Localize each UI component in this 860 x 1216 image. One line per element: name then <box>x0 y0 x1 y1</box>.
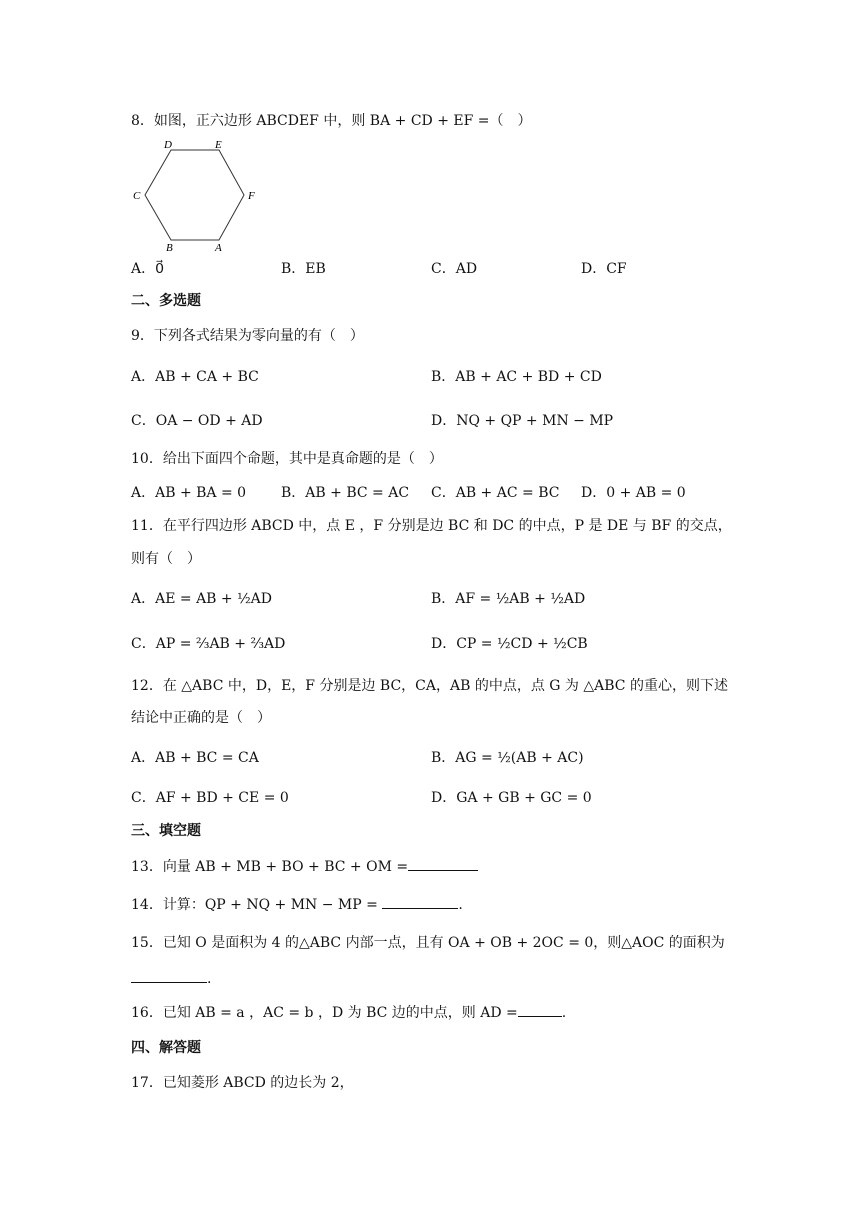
regular-hexagon-figure <box>131 138 261 253</box>
q12-option-a: A．AB + BC = CA <box>131 750 259 766</box>
section-heading-multiple-choice: 二、多选题 <box>131 293 201 309</box>
question-11-stem-line1: 11．在平行四边形 ABCD 中，点 E ，F 分别是边 BC 和 DC 的中点，P 是 DE 与 BF 的交点， <box>131 518 732 534</box>
answer-blank-15[interactable] <box>131 968 207 983</box>
question-12-stem-line1: 12．在 △ABC 中，D，E，F 分别是边 BC，CA，AB 的中点，点 G 为 △ABC 的重心，则下述 <box>131 678 728 694</box>
question-8-stem: 8．如图，正六边形 ABCDEF 中，则 BA + CD + EF =（ ） <box>131 113 532 129</box>
answer-blank-14[interactable] <box>382 894 458 909</box>
question-10-stem: 10．给出下面四个命题，其中是真命题的是（ ） <box>131 451 443 467</box>
q10-option-a: A．AB + BA = 0 <box>131 485 247 501</box>
q12-option-b: B．AG = ½(AB + AC) <box>431 750 584 766</box>
question-12-stem-line2: 结论中正确的是（ ） <box>131 710 271 726</box>
question-13-text: 13．向量 AB + MB + BO + BC + OM = <box>131 859 409 875</box>
q9-option-b: B．AB + AC + BD + CD <box>431 369 602 385</box>
q12-option-c: C．AF + BD + CE = 0 <box>131 790 289 806</box>
q10-option-b: B．AB + BC = AC <box>281 485 410 501</box>
question-13 <box>131 856 478 878</box>
q10-option-d: D．0 + AB = 0 <box>581 485 686 501</box>
q8-option-c: C．AD <box>431 261 478 277</box>
vertex-label-c: C <box>133 190 141 202</box>
vertex-label-a: A <box>215 242 222 253</box>
question-15-end: . <box>207 971 212 987</box>
section-heading-fill-in: 三、填空题 <box>131 823 201 839</box>
question-11-stem-line2: 则有（ ） <box>131 551 201 567</box>
q8-option-d: D．CF <box>581 261 627 277</box>
answer-blank-13[interactable] <box>408 856 478 871</box>
q11-option-d: D．CP = ½CD + ½CB <box>431 636 588 652</box>
question-15-line2 <box>131 968 211 990</box>
q11-option-c: C．AP = ⅔AB + ⅔AD <box>131 636 286 652</box>
section-heading-solutions: 四、解答题 <box>131 1040 201 1056</box>
vertex-label-f: F <box>248 190 255 202</box>
answer-blank-16[interactable] <box>518 1002 562 1017</box>
question-14-text: 14．计算：QP + NQ + MN − MP = <box>131 897 378 913</box>
vertex-label-d: D <box>164 139 172 151</box>
q9-option-c: C．OA − OD + AD <box>131 413 263 429</box>
vertex-label-b: B <box>166 242 173 253</box>
q9-option-a: A．AB + CA + BC <box>131 369 259 385</box>
q11-option-a: A．AE = AB + ½AD <box>131 591 273 607</box>
q11-option-b: B．AF = ½AB + ½AD <box>431 591 586 607</box>
question-16-text: 16．已知 AB = a ，AC = b ，D 为 BC 边的中点，则 AD = <box>131 1005 518 1021</box>
question-9-stem: 9．下列各式结果为零向量的有（ ） <box>131 328 364 344</box>
q8-option-b: B．EB <box>281 261 326 277</box>
q8-option-a: A．0⃗ <box>131 261 165 277</box>
q12-option-d: D．GA + GB + GC = 0 <box>431 790 592 806</box>
question-16: 16．已知 AB = a ，AC = b ，D 为 BC 边的中点，则 AD = . <box>131 1002 566 1024</box>
q10-option-c: C．AB + AC = BC <box>431 485 560 501</box>
question-14: 14．计算：QP + NQ + MN − MP = . <box>131 894 463 916</box>
question-17-stem: 17．已知菱形 ABCD 的边长为 2， <box>131 1075 354 1091</box>
q9-option-d: D．NQ + QP + MN − MP <box>431 413 614 429</box>
question-15-line1: 15．已知 O 是面积为 4 的△ABC 内部一点，且有 OA + OB + 2OC = 0，则△AOC 的面积为 <box>131 935 725 951</box>
vertex-label-e: E <box>215 139 222 151</box>
